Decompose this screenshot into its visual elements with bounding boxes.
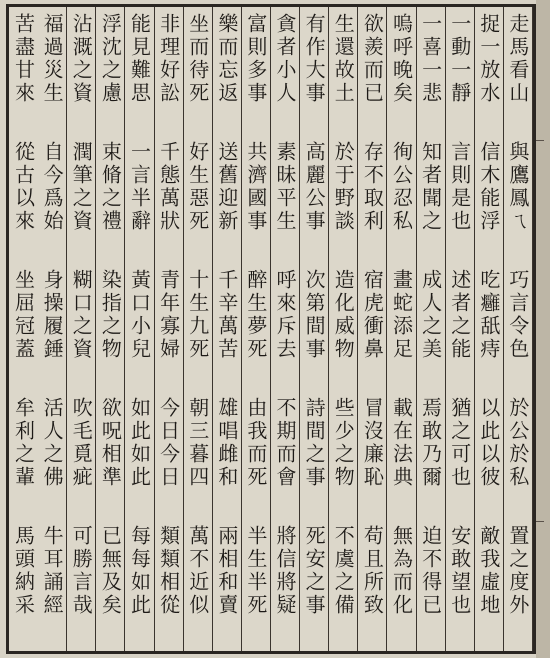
phrase-text: 浮沈之慮 — [98, 13, 123, 105]
phrase-block — [446, 141, 474, 233]
phrase-text: 糊口之資 — [69, 269, 94, 361]
phrase-block — [125, 525, 153, 617]
phrase-text: 將信將疑 — [273, 525, 298, 617]
phrase-block — [300, 269, 328, 361]
phrase-text: 坐屈冠蓋 — [11, 269, 36, 361]
phrase-text: 朝三暮四 — [185, 397, 210, 489]
phrase-text: 半生半死 — [243, 525, 268, 617]
phrase-text: 非理好訟 — [156, 13, 181, 105]
phrase-block — [96, 13, 124, 105]
phrase-block — [213, 13, 241, 105]
phrase-block — [96, 269, 124, 361]
text-column — [300, 7, 329, 651]
text-column — [38, 7, 67, 651]
phrase-block — [271, 269, 299, 361]
phrase-text: 每每如此 — [127, 525, 152, 617]
text-column — [96, 7, 125, 651]
phrase-text: 次第間事 — [302, 269, 327, 361]
phrase-text: 從古以來 — [11, 141, 36, 233]
phrase-block — [387, 525, 415, 617]
phrase-text: 青年寡婦 — [156, 269, 181, 361]
text-column — [242, 7, 271, 651]
text-column — [213, 7, 242, 651]
phrase-text: 知者聞之 — [418, 141, 443, 233]
phrase-block — [242, 141, 270, 233]
phrase-text: 萬不近似 — [185, 525, 210, 617]
phrase-text: 不期而會 — [273, 397, 298, 489]
phrase-block — [504, 13, 532, 105]
phrase-block — [67, 397, 95, 489]
phrase-block — [242, 525, 270, 617]
phrase-text: 類類相從 — [156, 525, 181, 617]
phrase-block — [417, 13, 445, 105]
phrase-block — [38, 269, 66, 361]
phrase-text: 坐而待死 — [185, 13, 210, 105]
phrase-text: 欲呪相準 — [98, 397, 123, 489]
phrase-text: 無為而化 — [389, 525, 414, 617]
phrase-block — [125, 141, 153, 233]
phrase-block — [271, 397, 299, 489]
phrase-block — [475, 13, 503, 105]
phrase-block — [300, 141, 328, 233]
phrase-block — [67, 13, 95, 105]
phrase-text: 送舊迎新 — [214, 141, 239, 233]
text-frame — [6, 4, 536, 654]
phrase-block — [184, 397, 212, 489]
text-column — [387, 7, 416, 651]
phrase-block — [387, 397, 415, 489]
phrase-block — [213, 525, 241, 617]
phrase-block — [184, 13, 212, 105]
text-column — [9, 7, 38, 651]
phrase-block — [67, 525, 95, 617]
phrase-block — [475, 397, 503, 489]
phrase-text: 已無及矣 — [98, 525, 123, 617]
phrase-text: 有作大事 — [302, 13, 327, 105]
phrase-text: 束脩之禮 — [98, 141, 123, 233]
phrase-text: 共濟國事 — [243, 141, 268, 233]
phrase-block — [213, 141, 241, 233]
phrase-text: 潤筆之資 — [69, 141, 94, 233]
phrase-block — [417, 269, 445, 361]
phrase-block — [155, 525, 183, 617]
phrase-block — [329, 397, 357, 489]
phrase-block — [475, 525, 503, 617]
text-column — [446, 7, 475, 651]
text-column — [417, 7, 446, 651]
phrase-block — [358, 269, 386, 361]
phrase-block — [155, 141, 183, 233]
phrase-block — [38, 141, 66, 233]
phrase-text: 一言半辭 — [127, 141, 152, 233]
phrase-text: 牛耳誦經 — [40, 525, 65, 617]
phrase-text: 好生惡死 — [185, 141, 210, 233]
phrase-text: 置之度外 — [505, 525, 530, 617]
phrase-text: 述者之能 — [447, 269, 472, 361]
phrase-text: 身操履錘 — [40, 269, 65, 361]
phrase-text: 信木能浮 — [476, 141, 501, 233]
phrase-text: 苟且所致 — [360, 525, 385, 617]
phrase-block — [271, 141, 299, 233]
phrase-text: 焉敢乃爾 — [418, 397, 443, 489]
phrase-text: 成人之美 — [418, 269, 443, 361]
phrase-text: 黃口小兒 — [127, 269, 152, 361]
phrase-block — [358, 141, 386, 233]
phrase-text: 如此如此 — [127, 397, 152, 489]
phrase-text: 染指之物 — [98, 269, 123, 361]
phrase-block — [67, 269, 95, 361]
phrase-text: 敵我虛地 — [476, 525, 501, 617]
phrase-block — [9, 269, 38, 361]
phrase-text: 嗚呼晚矣 — [389, 13, 414, 105]
text-column — [329, 7, 358, 651]
phrase-block — [417, 525, 445, 617]
phrase-block — [358, 525, 386, 617]
phrase-text: 樂而忘返 — [214, 13, 239, 105]
phrase-text: 千辛萬苦 — [214, 269, 239, 361]
phrase-text: 今日今日 — [156, 397, 181, 489]
phrase-block — [446, 269, 474, 361]
phrase-block — [155, 269, 183, 361]
text-column — [504, 7, 533, 651]
phrase-block — [271, 13, 299, 105]
phrase-text: 能見難思 — [127, 13, 152, 105]
phrase-text: 欲羨而已 — [360, 13, 385, 105]
phrase-block — [504, 269, 532, 361]
phrase-block — [9, 397, 38, 489]
phrase-text: 醉生夢死 — [243, 269, 268, 361]
phrase-text: 十生九死 — [185, 269, 210, 361]
phrase-text: 馬頭納采 — [11, 525, 36, 617]
text-column — [475, 7, 504, 651]
phrase-text: 不虞之備 — [331, 525, 356, 617]
text-column — [184, 7, 213, 651]
fold-mark — [535, 140, 544, 522]
phrase-block — [329, 13, 357, 105]
phrase-block — [475, 141, 503, 233]
phrase-text: 詩間之事 — [302, 397, 327, 489]
phrase-text: 言則是也 — [447, 141, 472, 233]
phrase-text: 呼來斥去 — [273, 269, 298, 361]
phrase-block — [184, 141, 212, 233]
phrase-block — [38, 397, 66, 489]
phrase-text: 吹毛覓疵 — [69, 397, 94, 489]
phrase-block — [96, 397, 124, 489]
phrase-text: 宿虎衝鼻 — [360, 269, 385, 361]
phrase-text: 死安之事 — [302, 525, 327, 617]
phrase-block — [242, 13, 270, 105]
phrase-block — [475, 269, 503, 361]
phrase-block — [300, 13, 328, 105]
phrase-text: 造化威物 — [331, 269, 356, 361]
phrase-block — [417, 397, 445, 489]
phrase-block — [446, 397, 474, 489]
phrase-block — [504, 525, 532, 617]
phrase-text: 吃癰舐痔 — [476, 269, 501, 361]
phrase-block — [504, 397, 532, 489]
phrase-text: 迫不得已 — [418, 525, 443, 617]
text-column — [358, 7, 387, 651]
text-column — [271, 7, 300, 651]
phrase-block — [125, 397, 153, 489]
phrase-block — [300, 525, 328, 617]
text-column — [155, 7, 184, 651]
phrase-block — [329, 525, 357, 617]
phrase-block — [184, 269, 212, 361]
phrase-block — [38, 525, 66, 617]
phrase-text: 高麗公事 — [302, 141, 327, 233]
phrase-block — [155, 397, 183, 489]
phrase-text: 畫蛇添足 — [389, 269, 414, 361]
phrase-block — [329, 141, 357, 233]
text-column — [125, 7, 154, 651]
phrase-block — [446, 525, 474, 617]
phrase-text: 些少之物 — [331, 397, 356, 489]
text-column — [67, 7, 96, 651]
phrase-text: 載在法典 — [389, 397, 414, 489]
phrase-text: 猶之可也 — [447, 397, 472, 489]
phrase-block — [387, 269, 415, 361]
phrase-block — [417, 141, 445, 233]
phrase-text: 雄唱雌和 — [214, 397, 239, 489]
phrase-block — [213, 397, 241, 489]
phrase-text: 活人之佛 — [40, 397, 65, 489]
phrase-block — [387, 13, 415, 105]
phrase-block — [213, 269, 241, 361]
phrase-text: 走馬看山 — [505, 13, 530, 105]
phrase-text: 以此以彼 — [476, 397, 501, 489]
phrase-block — [242, 397, 270, 489]
phrase-text: 捉一放水 — [476, 13, 501, 105]
phrase-block — [387, 141, 415, 233]
phrase-text: 巧言令色 — [505, 269, 530, 361]
phrase-text: 於于野談 — [331, 141, 356, 233]
phrase-text: 存不取利 — [360, 141, 385, 233]
phrase-block — [155, 13, 183, 105]
phrase-text: 一喜一悲 — [418, 13, 443, 105]
phrase-block — [96, 141, 124, 233]
phrase-text: 可勝言哉 — [69, 525, 94, 617]
phrase-text: 貪者小人 — [273, 13, 298, 105]
phrase-block — [9, 13, 38, 105]
phrase-text: 千態萬狀 — [156, 141, 181, 233]
phrase-text: 牟利之輩 — [11, 397, 36, 489]
phrase-block — [184, 525, 212, 617]
phrase-text: 於公於私 — [505, 397, 530, 489]
phrase-block — [125, 269, 153, 361]
phrase-text: 沾溉之資 — [69, 13, 94, 105]
phrase-block — [358, 397, 386, 489]
phrase-text: 福過災生 — [40, 13, 65, 105]
phrase-block — [242, 269, 270, 361]
phrase-block — [96, 525, 124, 617]
phrase-block — [9, 141, 38, 233]
page-edge — [536, 0, 550, 658]
phrase-text: 素昧平生 — [273, 141, 298, 233]
phrase-block — [271, 525, 299, 617]
phrase-text: 苦盡甘來 — [11, 13, 36, 105]
phrase-text: 自今爲始 — [40, 141, 65, 233]
phrase-text: 冒沒廉恥 — [360, 397, 385, 489]
phrase-text: 生還故土 — [331, 13, 356, 105]
phrase-block — [38, 13, 66, 105]
phrase-text: 一動一靜 — [447, 13, 472, 105]
phrase-text: 由我而死 — [243, 397, 268, 489]
phrase-block — [329, 269, 357, 361]
phrase-block — [9, 525, 38, 617]
phrase-block — [300, 397, 328, 489]
phrase-text: 與鷹鳳ㄟ — [505, 141, 530, 233]
phrase-block — [67, 141, 95, 233]
phrase-text: 安敢望也 — [447, 525, 472, 617]
phrase-block — [504, 141, 532, 233]
phrase-block — [125, 13, 153, 105]
phrase-block — [446, 13, 474, 105]
phrase-text: 兩相和賣 — [214, 525, 239, 617]
phrase-text: 富則多事 — [243, 13, 268, 105]
phrase-block — [358, 13, 386, 105]
phrase-text: 徇公忍私 — [389, 141, 414, 233]
